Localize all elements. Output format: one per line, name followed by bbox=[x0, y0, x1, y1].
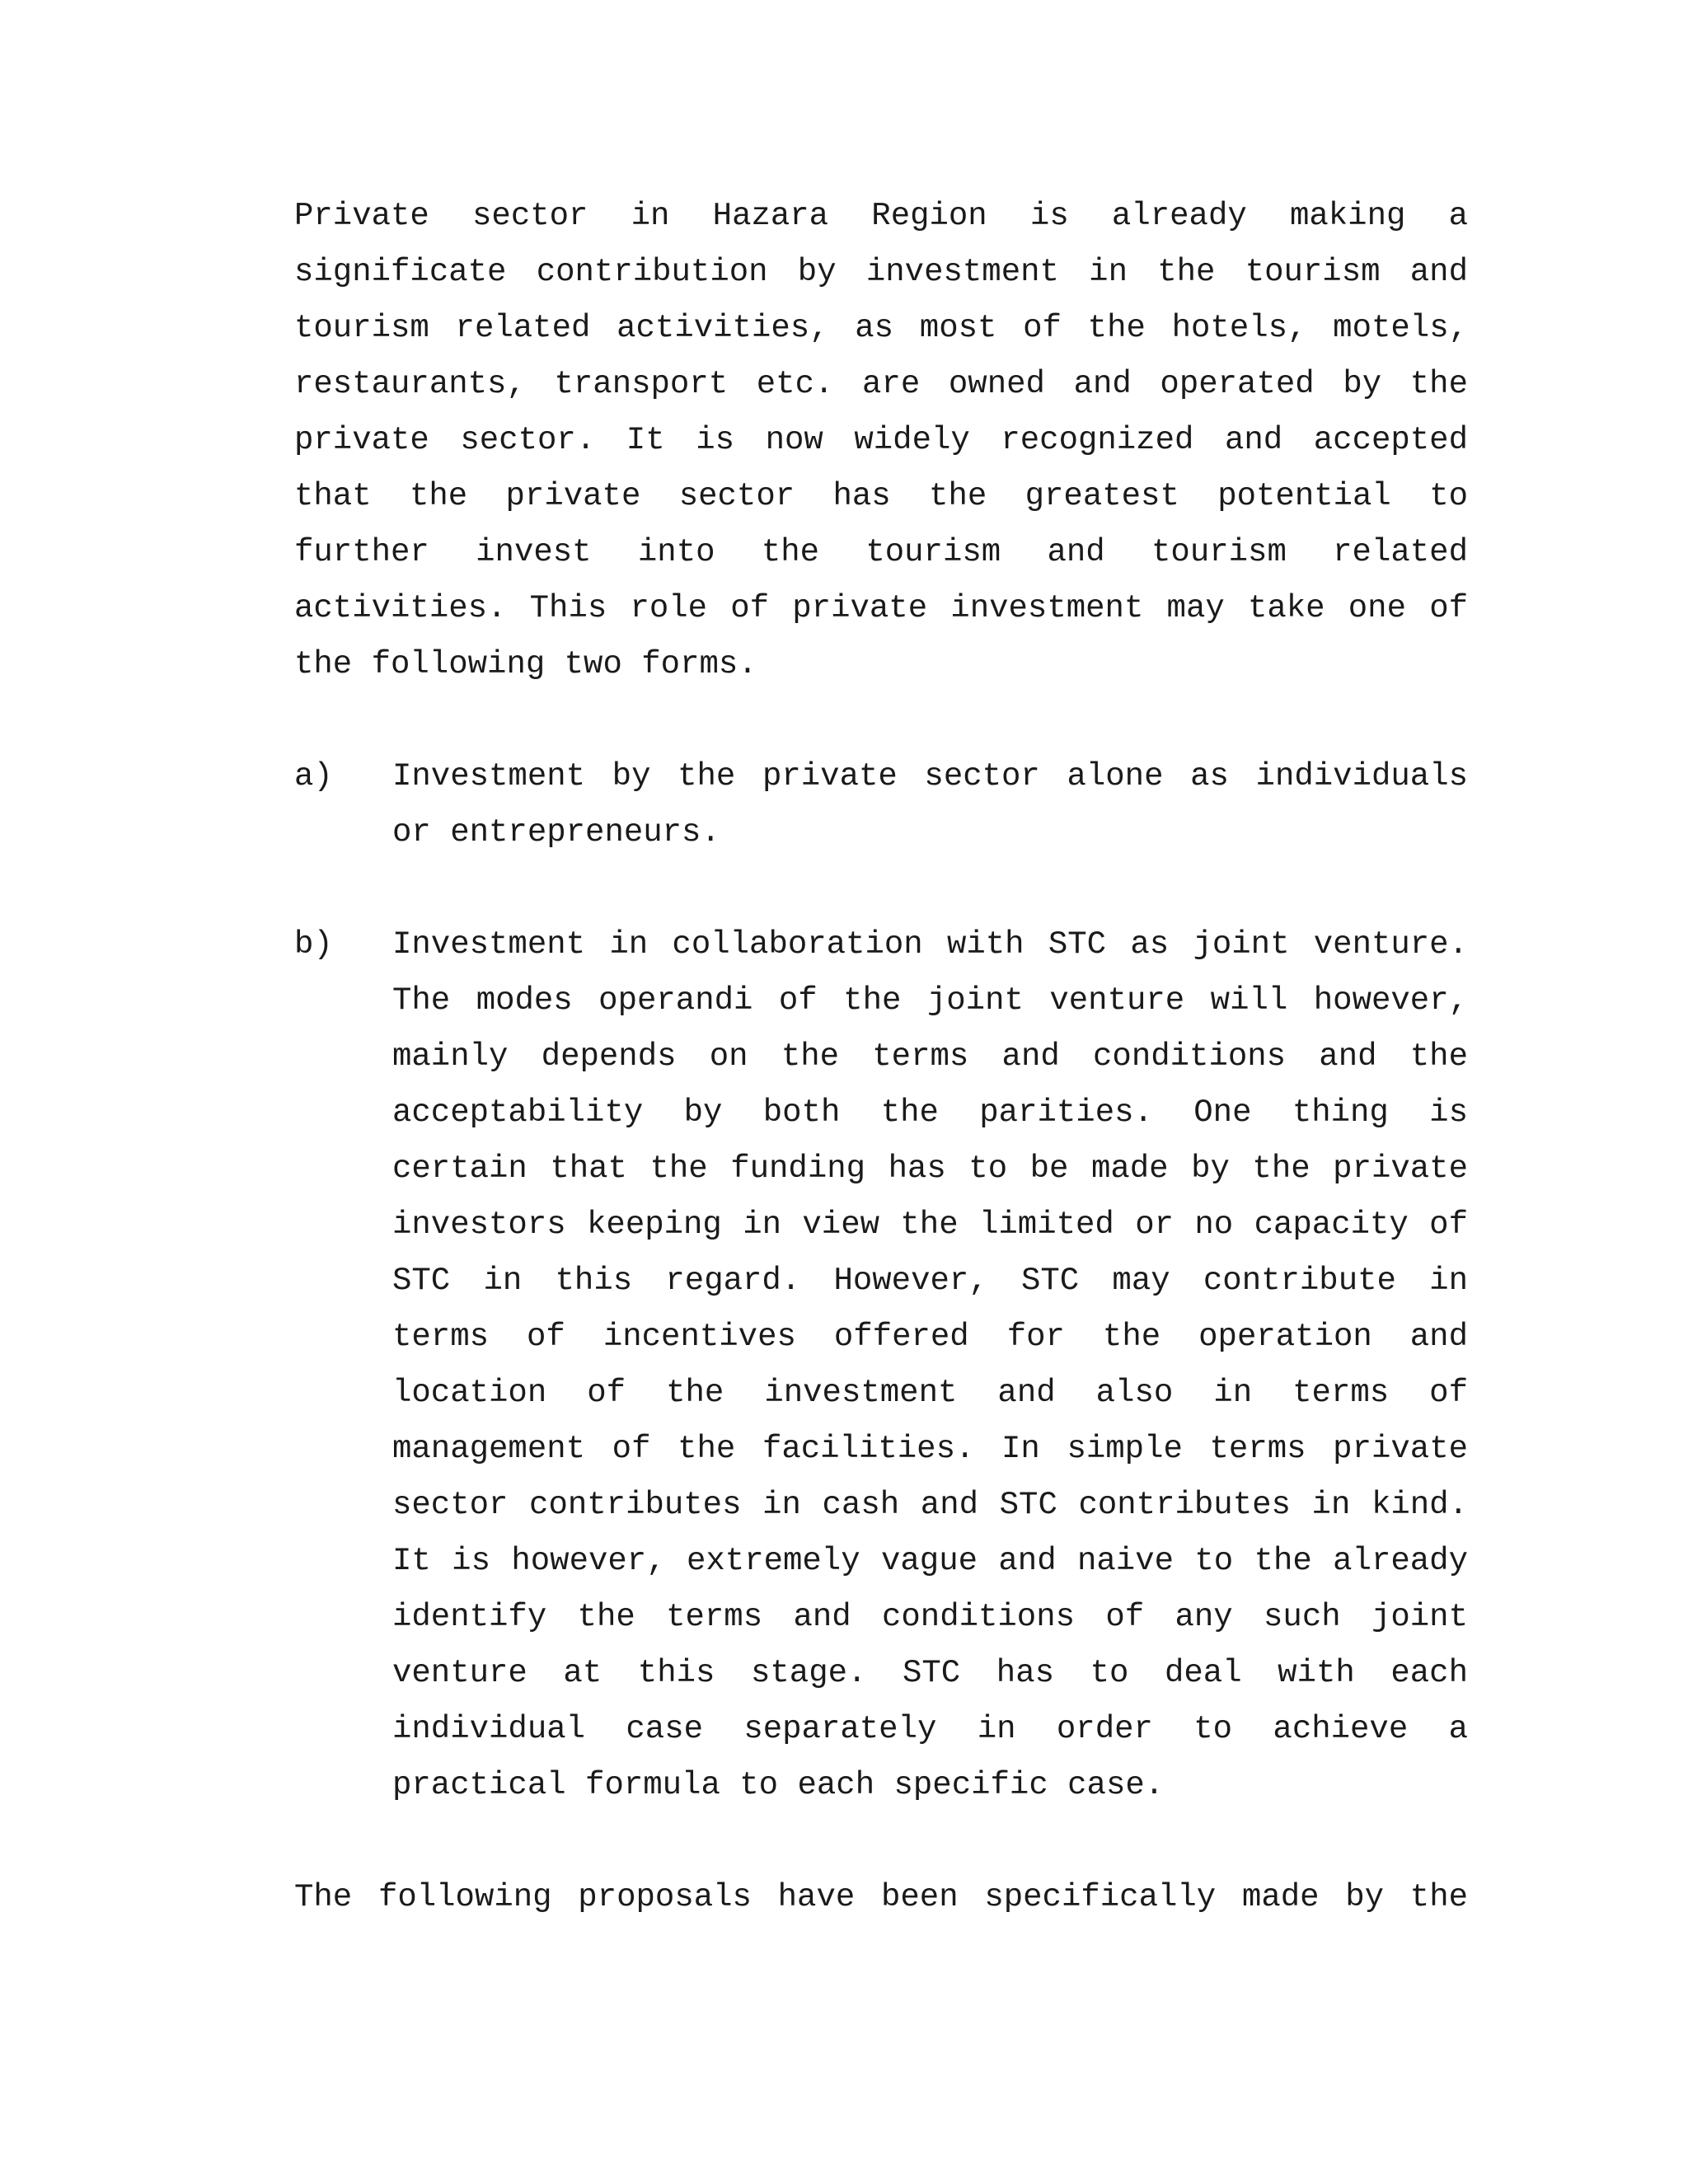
paragraph-spacer bbox=[294, 860, 1468, 916]
list-marker-a: a) bbox=[294, 758, 333, 794]
list-marker-b: b) bbox=[294, 926, 333, 963]
list-item-a bbox=[294, 748, 1468, 860]
document-page bbox=[294, 188, 1468, 1925]
list-item-b bbox=[294, 916, 1468, 1813]
paragraph-spacer bbox=[294, 692, 1468, 748]
list-text-b: Investment in collaboration with STC as joint venture. The modes operandi of the joint venture will however, mainly depends on the terms and conditions and the acceptability by both the parities. One thing is certain that the funding has to be made by the private investors keeping in view the limited or no capacity of STC in this regard. However, STC may contribute in terms of incentives offered for the operation and location of the investment and also in terms of management of the facilities. In simple terms private sector contributes in cash and STC contributes in kind. It is however, extremely vague and naive to the already identify the terms and conditions of any such joint venture at this stage. STC has to deal with each individual case separately in order to achieve a practical formula to each specific case. bbox=[392, 926, 1468, 1803]
paragraph-spacer bbox=[294, 1813, 1468, 1869]
intro-paragraph: Private sector in Hazara Region is already making a significate contribution by investment in the tourism and tourism related activities, as most of the hotels, motels, restaurants, transport etc. are owned and operated by the private sector. It is now widely recognized and accepted that the private sector has the greatest potential to further invest into the tourism and tourism related activities. This role of private investment may take one of the following two forms. bbox=[294, 198, 1468, 682]
closing-paragraph: The following proposals have been specifically made by the bbox=[294, 1879, 1468, 1915]
list-text-a: Investment by the private sector alone as individuals or entrepreneurs. bbox=[392, 758, 1468, 851]
